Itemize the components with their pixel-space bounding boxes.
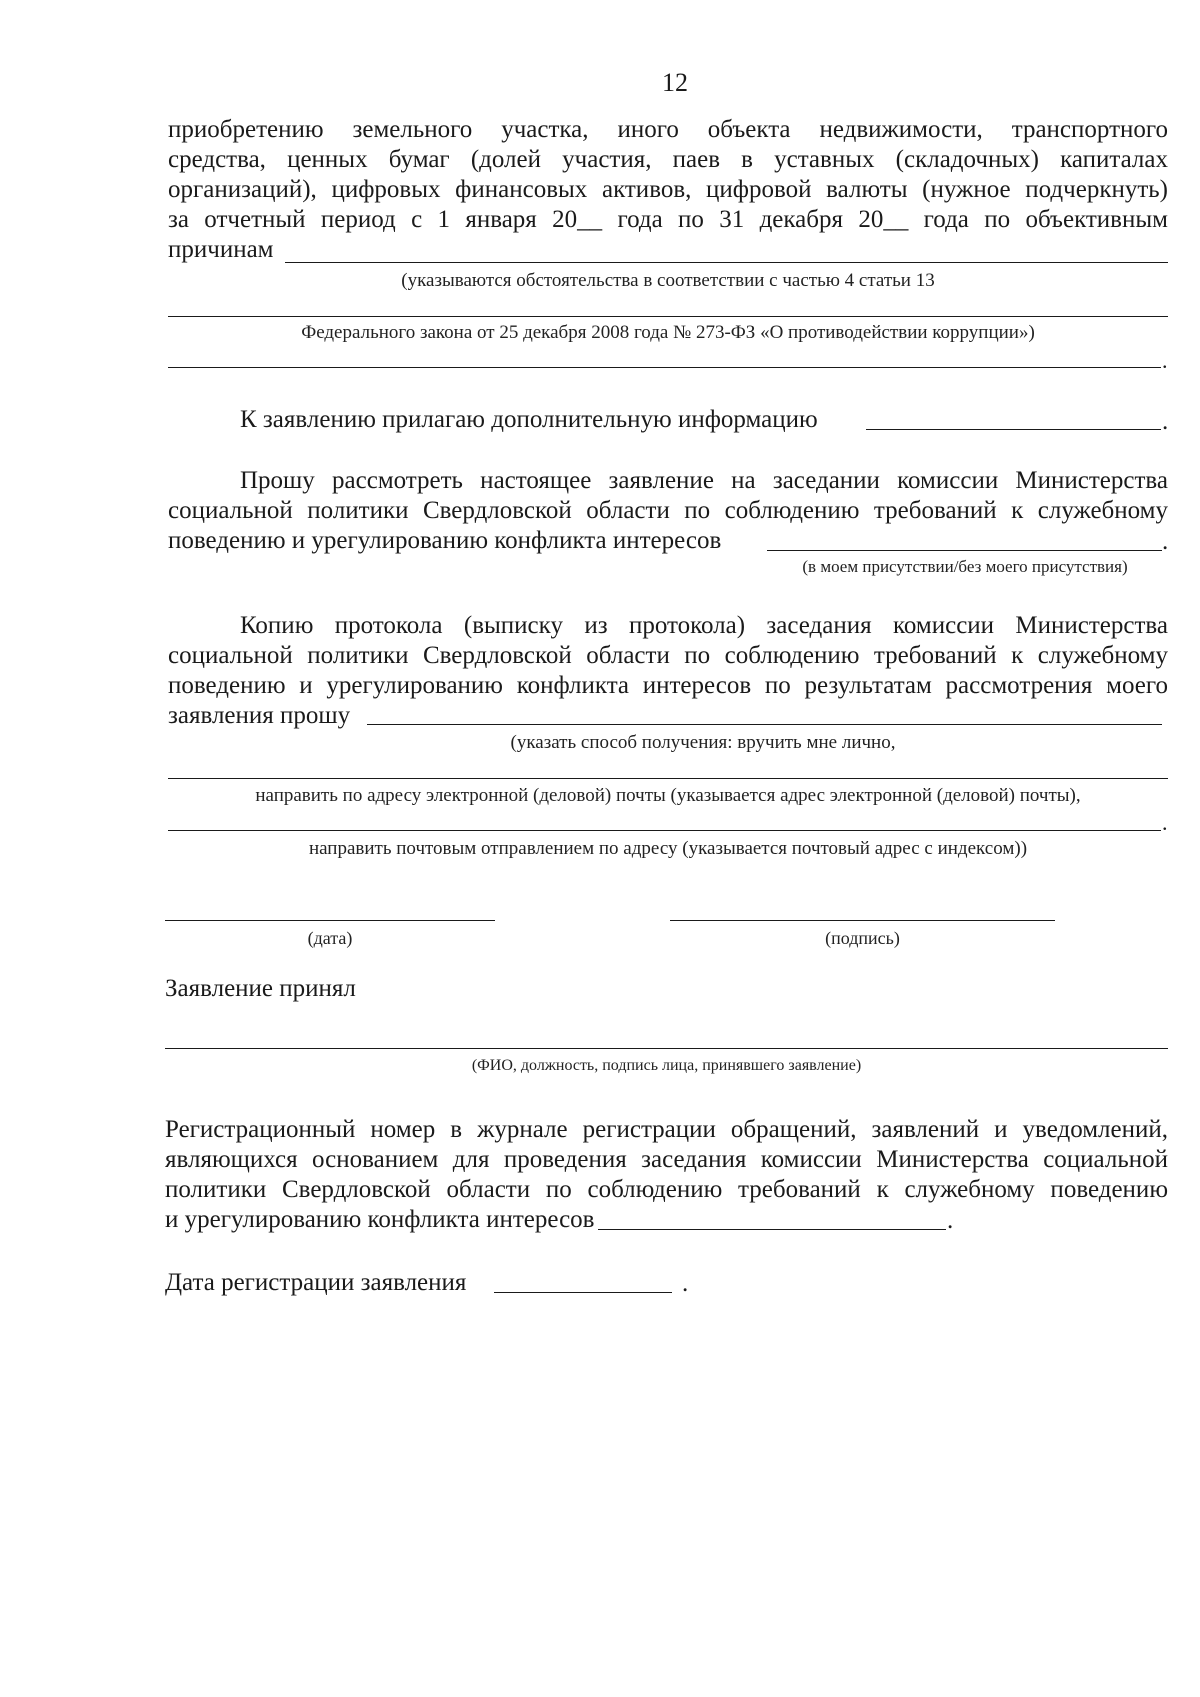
intro-line-2: средства, ценных бумаг (долей участия, паев в уставных (складочных) капиталах [168, 146, 1168, 173]
delivery-caption-1: (указать способ получения: вручить мне лично, [510, 732, 896, 753]
request-label: поведению и урегулированию конфликта интересов [168, 527, 722, 554]
presence-field[interactable] [767, 550, 1162, 551]
request-line-3 [168, 526, 1168, 556]
accepted-label: Заявление принял [165, 975, 356, 1002]
registration-line-1: Регистрационный номер в журнале регистрации обращений, заявлений и уведомлений, [165, 1116, 1168, 1143]
signature-field[interactable] [670, 920, 1055, 921]
request-end: . [1162, 528, 1169, 555]
copy-line-4 [168, 701, 1168, 731]
intro-line-4: за отчетный период с 1 января 20__ года по 31 декабря 20__ года по объективным [168, 206, 1168, 233]
copy-line-1: Копию протокола (выписку из протокола) заседания комиссии Министерства [240, 612, 1168, 639]
attach-end: . [1162, 408, 1169, 435]
reasons-field-line-1[interactable] [285, 262, 1168, 263]
intro-line-3: организаций), цифровых финансовых активов, цифровой валюты (нужное подчеркнуть) [168, 176, 1168, 203]
registration-date-label: Дата регистрации заявления [165, 1269, 467, 1296]
registration-date-end: . [682, 1270, 689, 1297]
registration-date-field[interactable] [494, 1292, 672, 1293]
attach-field[interactable] [866, 429, 1161, 430]
intro-line-1: приобретению земельного участка, иного объекта недвижимости, транспортного [168, 116, 1168, 143]
delivery-caption-2: направить по адресу электронной (деловой) почты (указывается адрес электронной (деловой) почты), [255, 785, 1081, 806]
registration-line-3: политики Свердловской области по соблюдению требований к служебному поведению [165, 1176, 1168, 1203]
request-line-2: социальной политики Свердловской области по соблюдению требований к служебному [168, 497, 1168, 524]
reasons-field-line-3[interactable] [168, 367, 1161, 368]
copy-label: заявления прошу [168, 702, 351, 729]
delivery-caption-3: направить почтовым отправлением по адресу (указывается почтовый адрес с индексом)) [308, 838, 1028, 859]
reasons-label: причинам [168, 236, 274, 263]
reasons-caption-2: Федерального закона от 25 декабря 2008 года № 273-ФЗ «О противодействии коррупции») [301, 322, 1035, 343]
accepted-field[interactable] [165, 1048, 1168, 1049]
presence-caption: (в моем присутствии/без моего присутствия) [802, 557, 1128, 576]
registration-end: . [947, 1207, 954, 1234]
attach-label: К заявлению прилагаю дополнительную информацию [240, 406, 818, 433]
copy-line-2: социальной политики Свердловской области по соблюдению требований к служебному [168, 642, 1168, 669]
date-caption: (дата) [307, 928, 353, 948]
page-number: 12 [662, 68, 688, 97]
signature-caption: (подпись) [825, 928, 900, 948]
delivery-field-line-2[interactable] [168, 778, 1168, 779]
reasons-end-dot: . [1162, 348, 1168, 373]
registration-label: и урегулированию конфликта интересов [165, 1206, 595, 1233]
accepted-caption: (ФИО, должность, подпись лица, принявшего заявление) [471, 1057, 862, 1074]
delivery-end: . [1162, 810, 1168, 835]
delivery-method-field[interactable] [367, 724, 1162, 725]
attach-line [240, 405, 1168, 435]
request-line-1: Прошу рассмотреть настоящее заявление на заседании комиссии Министерства [240, 467, 1168, 494]
registration-date-line [165, 1268, 1165, 1298]
copy-line-3: поведению и урегулированию конфликта интересов по результатам рассмотрения моего [168, 672, 1168, 699]
registration-number-field[interactable] [598, 1229, 946, 1230]
date-field[interactable] [165, 920, 495, 921]
reasons-field-line-2[interactable] [168, 316, 1168, 317]
reasons-caption-1: (указываются обстоятельства в соответствии с частью 4 статьи 13 [401, 270, 935, 291]
delivery-field-line-3[interactable] [168, 830, 1161, 831]
registration-line-4 [165, 1205, 1165, 1235]
intro-line-5 [168, 235, 1168, 265]
registration-line-2: являющихся основанием для проведения заседания комиссии Министерства социальной [165, 1146, 1168, 1173]
